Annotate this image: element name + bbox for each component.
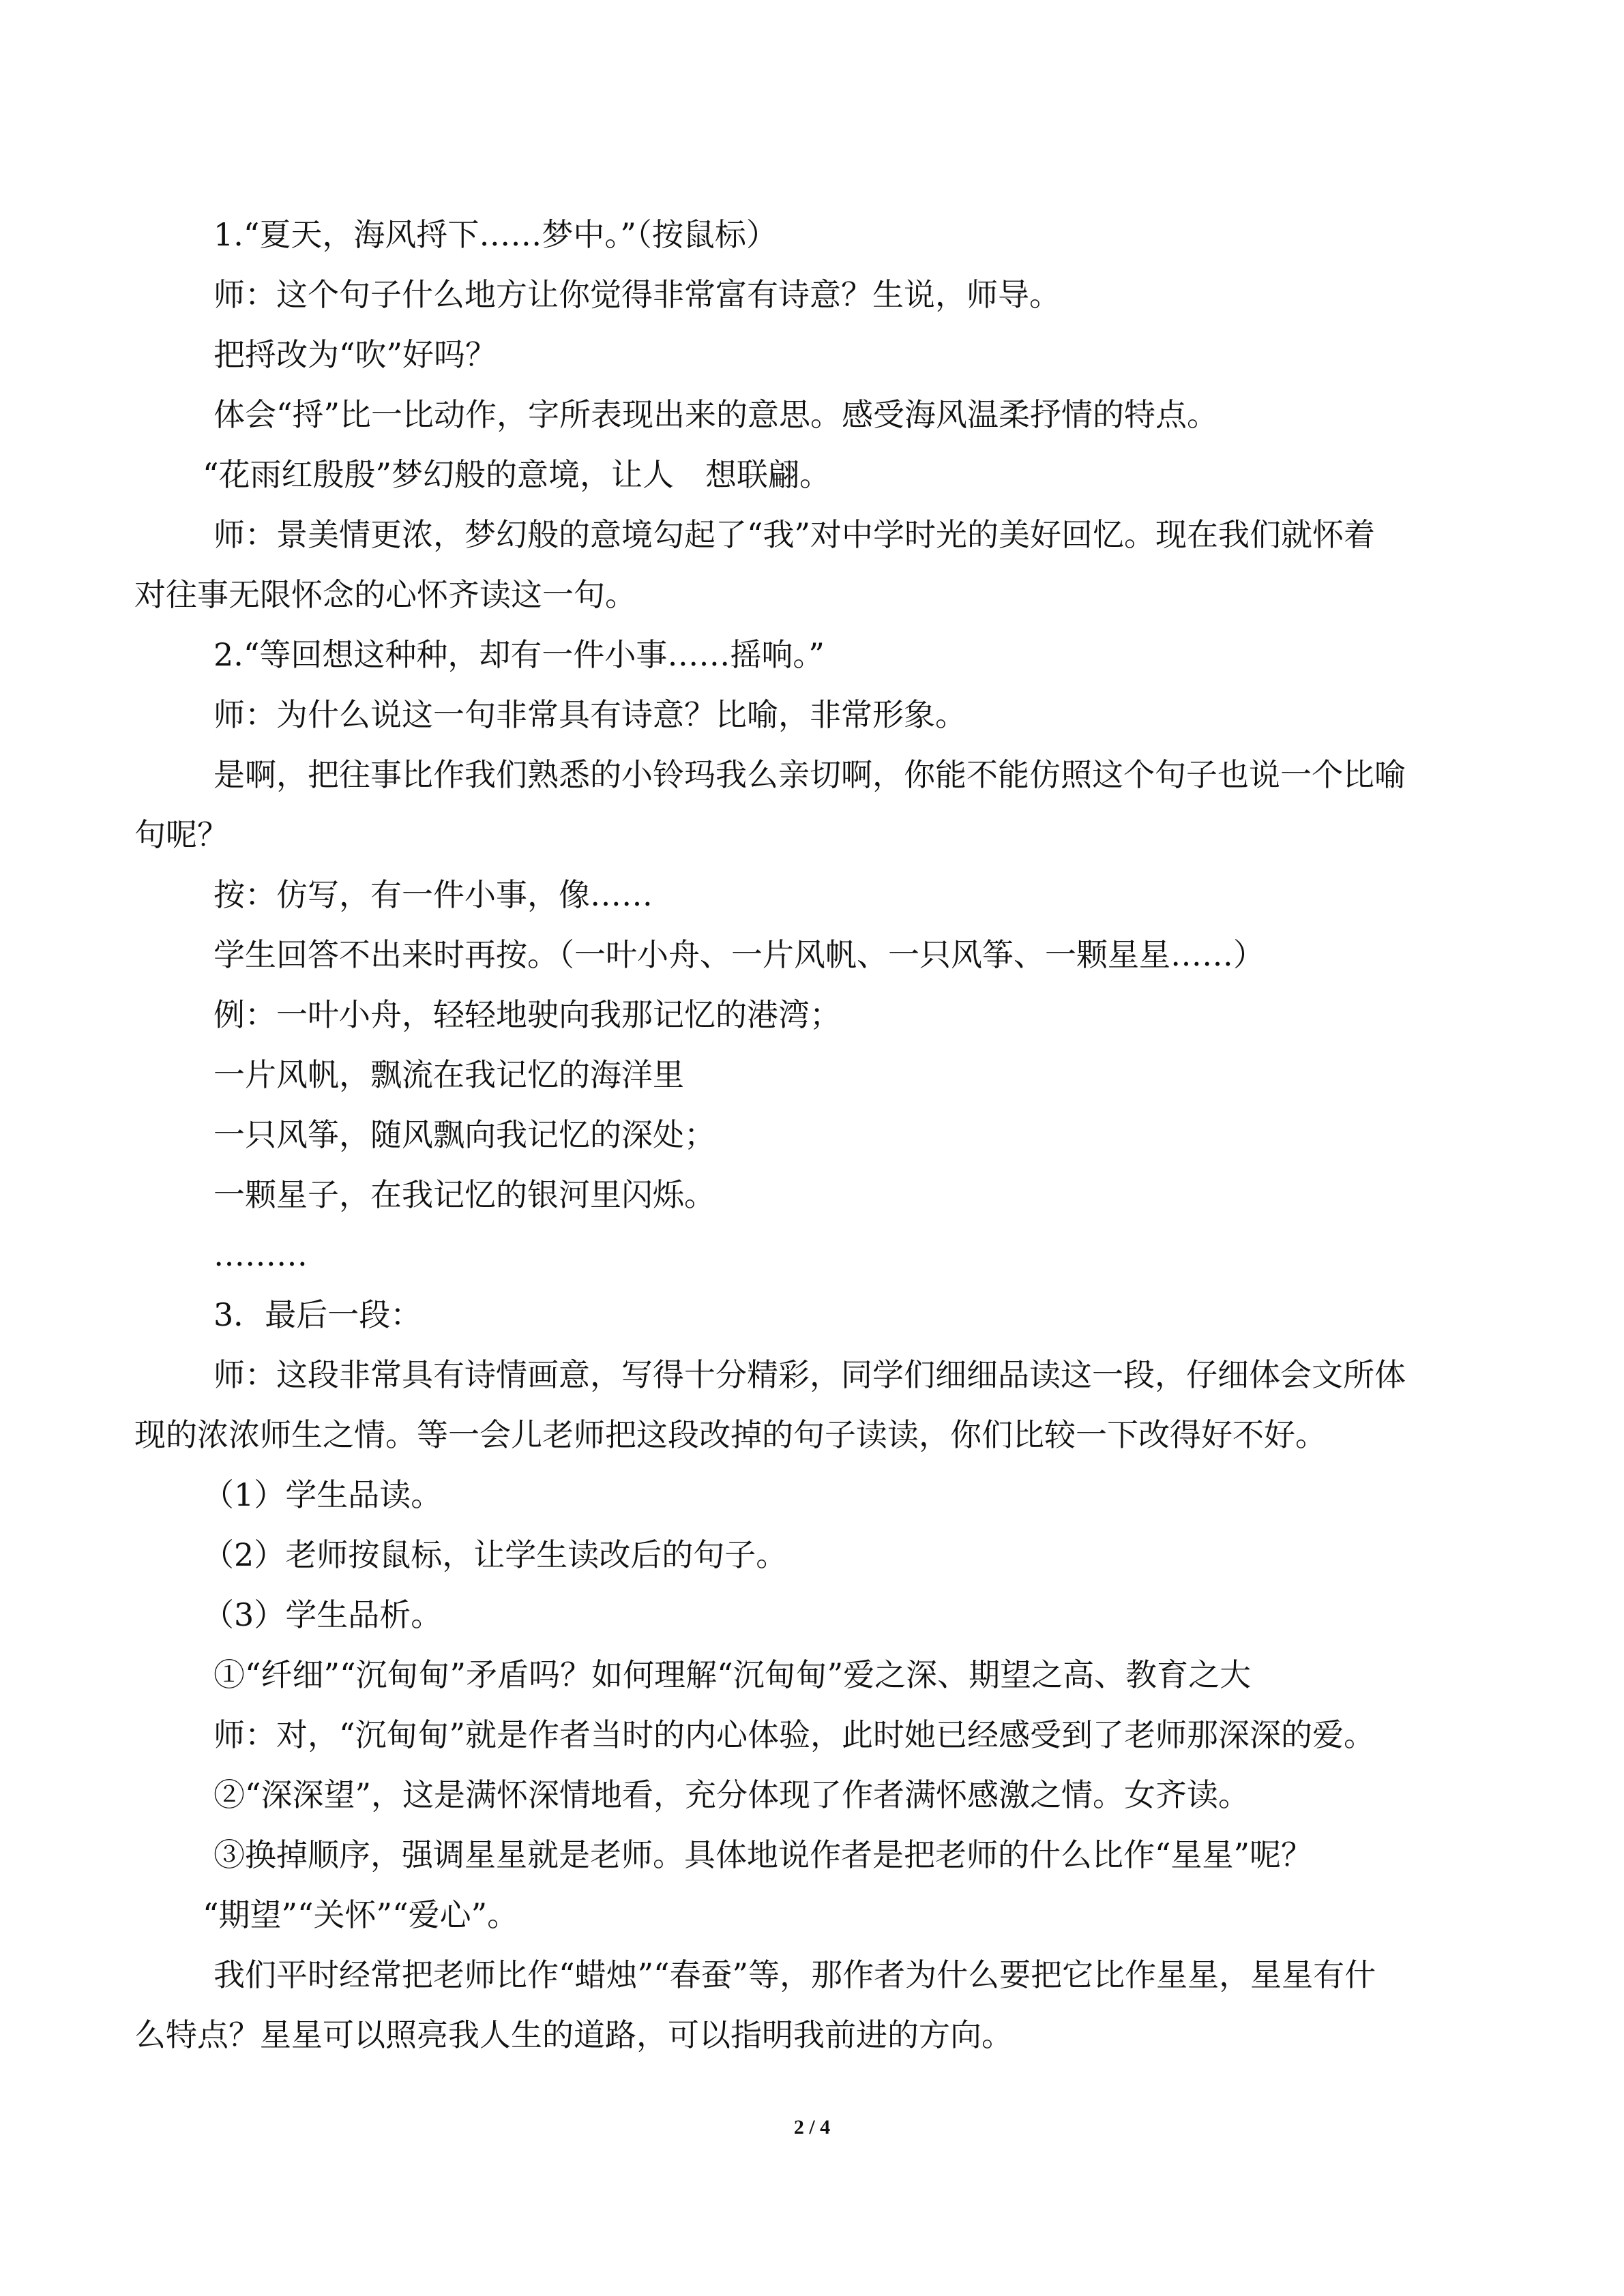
paragraph-line: 对往事无限怀念的心怀齐读这一句。	[134, 576, 636, 613]
paragraph-line: ①“纤细”“沉甸甸”矛盾吗？如何理解“沉甸甸”爱之深、期望之高、教育之大	[213, 1656, 1252, 1693]
paragraph-line: ………	[213, 1236, 308, 1273]
paragraph-line: 师：景美情更浓，梦幻般的意境勾起了“我”对中学时光的美好回忆。现在我们就怀着	[213, 516, 1376, 553]
paragraph-line: 例：一叶小舟，轻轻地驶向我那记忆的港湾；	[213, 996, 841, 1033]
paragraph-line: 一片风帆，飘流在我记忆的海洋里	[213, 1056, 684, 1093]
paragraph-line: 一只风筝，随风飘向我记忆的深处；	[213, 1116, 715, 1153]
paragraph-line: 是啊，把往事比作我们熟悉的小铃玛我么亲切啊，你能不能仿照这个句子也说一个比喻	[213, 756, 1406, 793]
body-text	[134, 205, 1492, 2065]
paragraph-line: （3）学生品析。	[203, 1596, 443, 1633]
paragraph-line: 我们平时经常把老师比作“蜡烛”“春蚕”等，那作者为什么要把它比作星星，星星有什	[213, 1956, 1376, 1993]
paragraph-line: 一颗星子，在我记忆的银河里闪烁。	[213, 1176, 715, 1213]
paragraph-line: 把捋改为“吹”好吗？	[213, 336, 497, 373]
page-number: 2 / 4	[793, 2116, 831, 2138]
paragraph-line: 师：对，“沉甸甸”就是作者当时的内心体验，此时她已经感受到了老师那深深的爱。	[213, 1716, 1376, 1753]
paragraph-line: 师：这个句子什么地方让你觉得非常富有诗意？生说，师导。	[213, 276, 1061, 313]
paragraph-line: “花雨红殷殷”梦幻般的意境，让人 想联翩。	[203, 456, 831, 493]
paragraph-line: （2）老师按鼠标，让学生读改后的句子。	[203, 1536, 788, 1573]
paragraph-line: 1.“夏天，海风捋下……梦中。”（按鼠标）	[213, 216, 778, 253]
paragraph-line: 3．最后一段：	[213, 1296, 422, 1333]
paragraph-line: 师：为什么说这一句非常具有诗意？比喻，非常形象。	[213, 696, 966, 733]
paragraph-line: 按：仿写，有一件小事，像……	[213, 876, 653, 913]
paragraph-line: （1）学生品读。	[203, 1476, 443, 1513]
paragraph-line: ②“深深望”，这是满怀深情地看，充分体现了作者满怀感激之情。女齐读。	[213, 1776, 1250, 1813]
paragraph-line: 现的浓浓师生之情。等一会儿老师把这段改掉的句子读读，你们比较一下改得好不好。	[134, 1416, 1327, 1453]
paragraph-line: “期望”“关怀”“爱心”。	[203, 1896, 519, 1933]
paragraph-line: 师：这段非常具有诗情画意，写得十分精彩，同学们细细品读这一段，仔细体会文所体	[213, 1356, 1406, 1393]
paragraph-line: ③换掉顺序，强调星星就是老师。具体地说作者是把老师的什么比作“星星”呢？	[213, 1836, 1313, 1873]
paragraph-line: 2.“等回想这种种，却有一件小事……摇响。”	[213, 636, 825, 673]
paragraph-line: 学生回答不出来时再按。（一叶小舟、一片风帆、一只风筝、一颗星星……）	[213, 936, 1265, 973]
paragraph-line: 句呢？	[134, 816, 228, 853]
paragraph-line: 体会“捋”比一比动作，字所表现出来的意思。感受海风温柔抒情的特点。	[213, 396, 1219, 433]
paragraph-line: 么特点？星星可以照亮我人生的道路，可以指明我前进的方向。	[134, 2016, 1013, 2053]
